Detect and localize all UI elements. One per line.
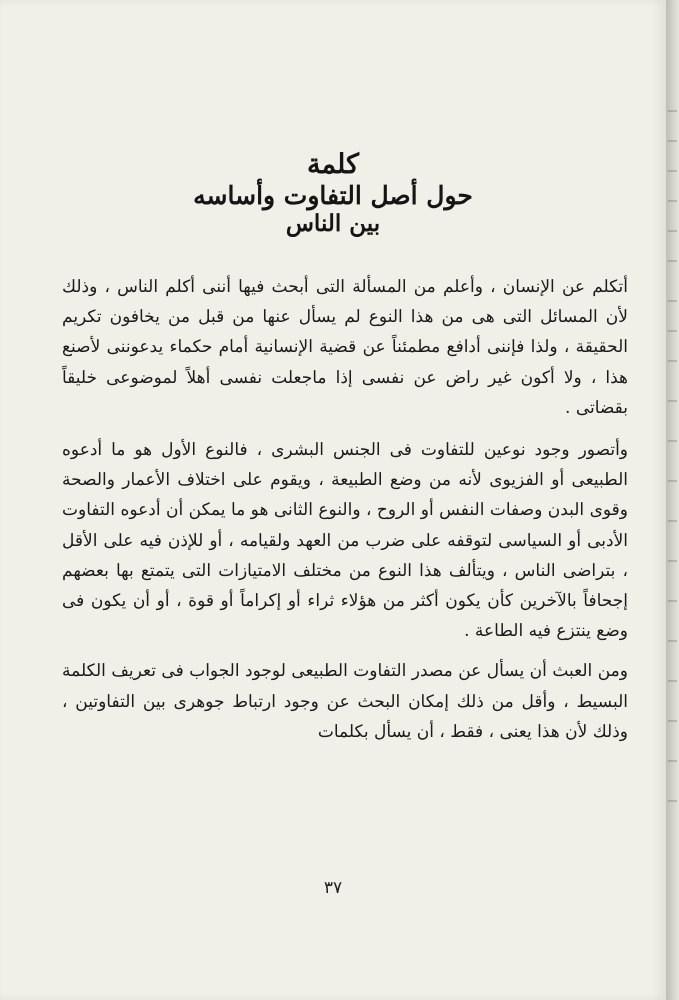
paragraph-1: أتكلم عن الإنسان ، وأعلم من المسألة التى أبحث فيها أننى أكلم الناس ، وذلك لأن المسائل التى هى من هذا النوع لم يسأل عنها من قبل من يخافون تكريم الحقيقة ، ولذا فإننى أدافع مطمئناً عن قضية الإنسانية أمام حكماء يدعوننى لأصنع هذا ، ولا أكون غير راض عن نفسى إذا ماجعلت نفسى أهلاً لموضوعى خليقاً بقضاتى . [62,277,628,418]
page-number: ٣٧ [323,878,343,898]
body-text [62,272,628,757]
adjacent-page-edge [666,0,679,1000]
chapter-title [0,150,666,236]
paragraph-2: وأتصور وجود نوعين للتفاوت فى الجنس البشرى ، فالنوع الأول هو ما أدعوه الطبيعى أو الفزيوى لأنه من وضع الطبيعة ، ويقوم على اختلاف الأعمار والصحة وقوى البدن وصفات النفس أو الروح ، والنوع الثانى هو ما يمكن أن أدعوه التفاوت الأدبى أو السياسى لتوقفه على ضرب من العهد ولقيامه ، أو للإذن فيه على الأقل ، بتراضى الناس ، ويتألف هذا النوع من مختلف الامتيازات التى يتمتع بها بعضهم إجحافاً بالآخرين كأن يكون أكثر من هؤلاء ثراء أو إكراماً أو قوة ، أو أن يكون فى وضع ينتزع فيه الطاعة . [62,440,628,642]
paragraph-3: ومن العبث أن يسأل عن مصدر التفاوت الطبيعى لوجود الجواب فى تعريف الكلمة البسيط ، وأقل من ذلك إمكان البحث عن وجود ارتباط جوهرى بين التفاوتين ، وذلك لأن هذا يعنى ، فقط ، أن يسأل بكلمات [62,661,628,742]
title-line-1: كلمة [307,149,359,180]
title-line-2: حول أصل التفاوت وأساسه [193,180,473,210]
title-line-3: بين الناس [285,210,381,238]
